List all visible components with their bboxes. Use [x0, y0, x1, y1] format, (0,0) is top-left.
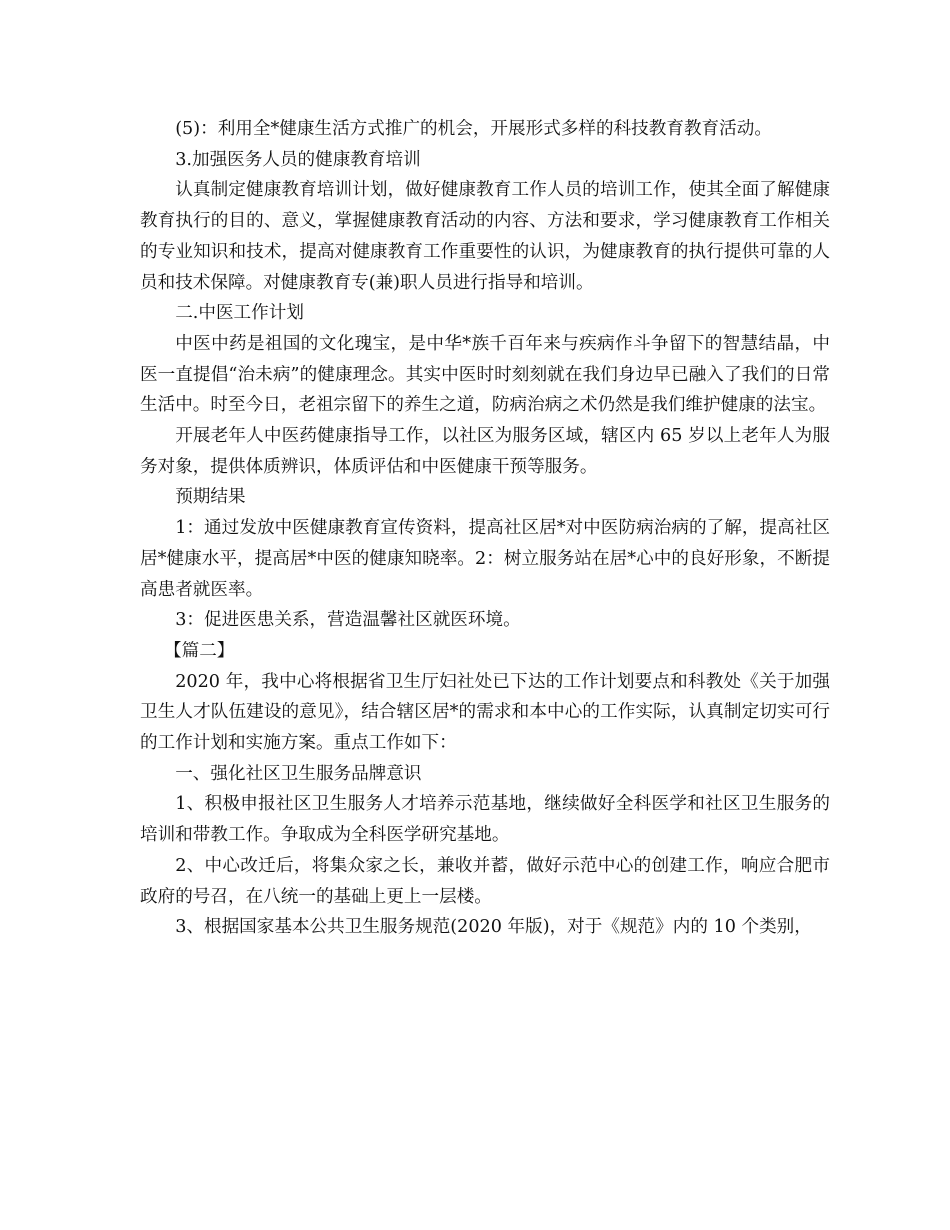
section-heading: 二.中医工作计划: [175, 303, 304, 324]
paragraph: 2、中心改迁后，将集众家之长，兼收并蓄，做好示范中心的创建工作，响应合肥市政府的号召，在八统一的基础上更上一层楼。: [140, 855, 830, 907]
section-heading: 一、强化社区卫生服务品牌意识: [175, 763, 422, 784]
paragraph: 1：通过发放中医健康教育宣传资料，提高社区居*对中医防病治病的了解，提高社区居*健康水平，提高居*中医的健康知晓率。2：树立服务站在居*心中的良好形象，不断提高患者就医率。: [140, 518, 830, 600]
paragraph: 1、积极申报社区卫生服务人才培养示范基地，继续做好全科医学和社区卫生服务的培训和带教工作。争取成为全科医学研究基地。: [140, 794, 830, 846]
paragraph: 2020 年，我中心将根据省卫生厅妇社处已下达的工作计划要点和科教处《关于加强卫生人才队伍建设的意见》，结合辖区居*的需求和本中心的工作实际，认真制定切实可行的工作计划和实施方案。重点工作如下：: [140, 671, 830, 754]
paragraph: 中医中药是祖国的文化瑰宝，是中华*族千百年来与疾病作斗争留下的智慧结晶，中医一直提倡“治未病”的健康理念。其实中医时时刻刻就在我们身边早已融入了我们的日常生活中。时至今日，老祖宗留下的养生之道，防病治病之术仍然是我们维护健康的法宝。: [140, 333, 830, 416]
chapter-heading: 【篇二】: [164, 640, 235, 661]
paragraph: 开展老年人中医药健康指导工作，以社区为服务区域，辖区内 65 岁以上老年人为服务对象，提供体质辨识，体质评估和中医健康干预等服务。: [140, 426, 830, 477]
paragraph: 3、根据国家基本公共卫生服务规范(2020 年版)，对于《规范》内的 10 个类别，: [175, 917, 812, 938]
paragraph: 3：促进医患关系，营造温馨社区就医环境。: [175, 610, 521, 631]
section-heading: 3.加强医务人员的健康教育培训: [175, 149, 421, 170]
paragraph: 认真制定健康教育培训计划，做好健康教育工作人员的培训工作，使其全面了解健康教育执行的目的、意义，掌握健康教育活动的内容、方法和要求，学习健康教育工作相关的专业知识和技术，提高对健康教育工作重要性的认识，为健康教育的执行提供可靠的人员和技术保障。对健康教育专(兼)职人员进行指导和培训。: [140, 180, 830, 293]
section-heading: 预期结果: [175, 487, 246, 508]
document-body: [140, 114, 830, 943]
paragraph: (5)：利用全*健康生活方式推广的机会，开展形式多样的科技教育教育活动。: [175, 119, 772, 139]
